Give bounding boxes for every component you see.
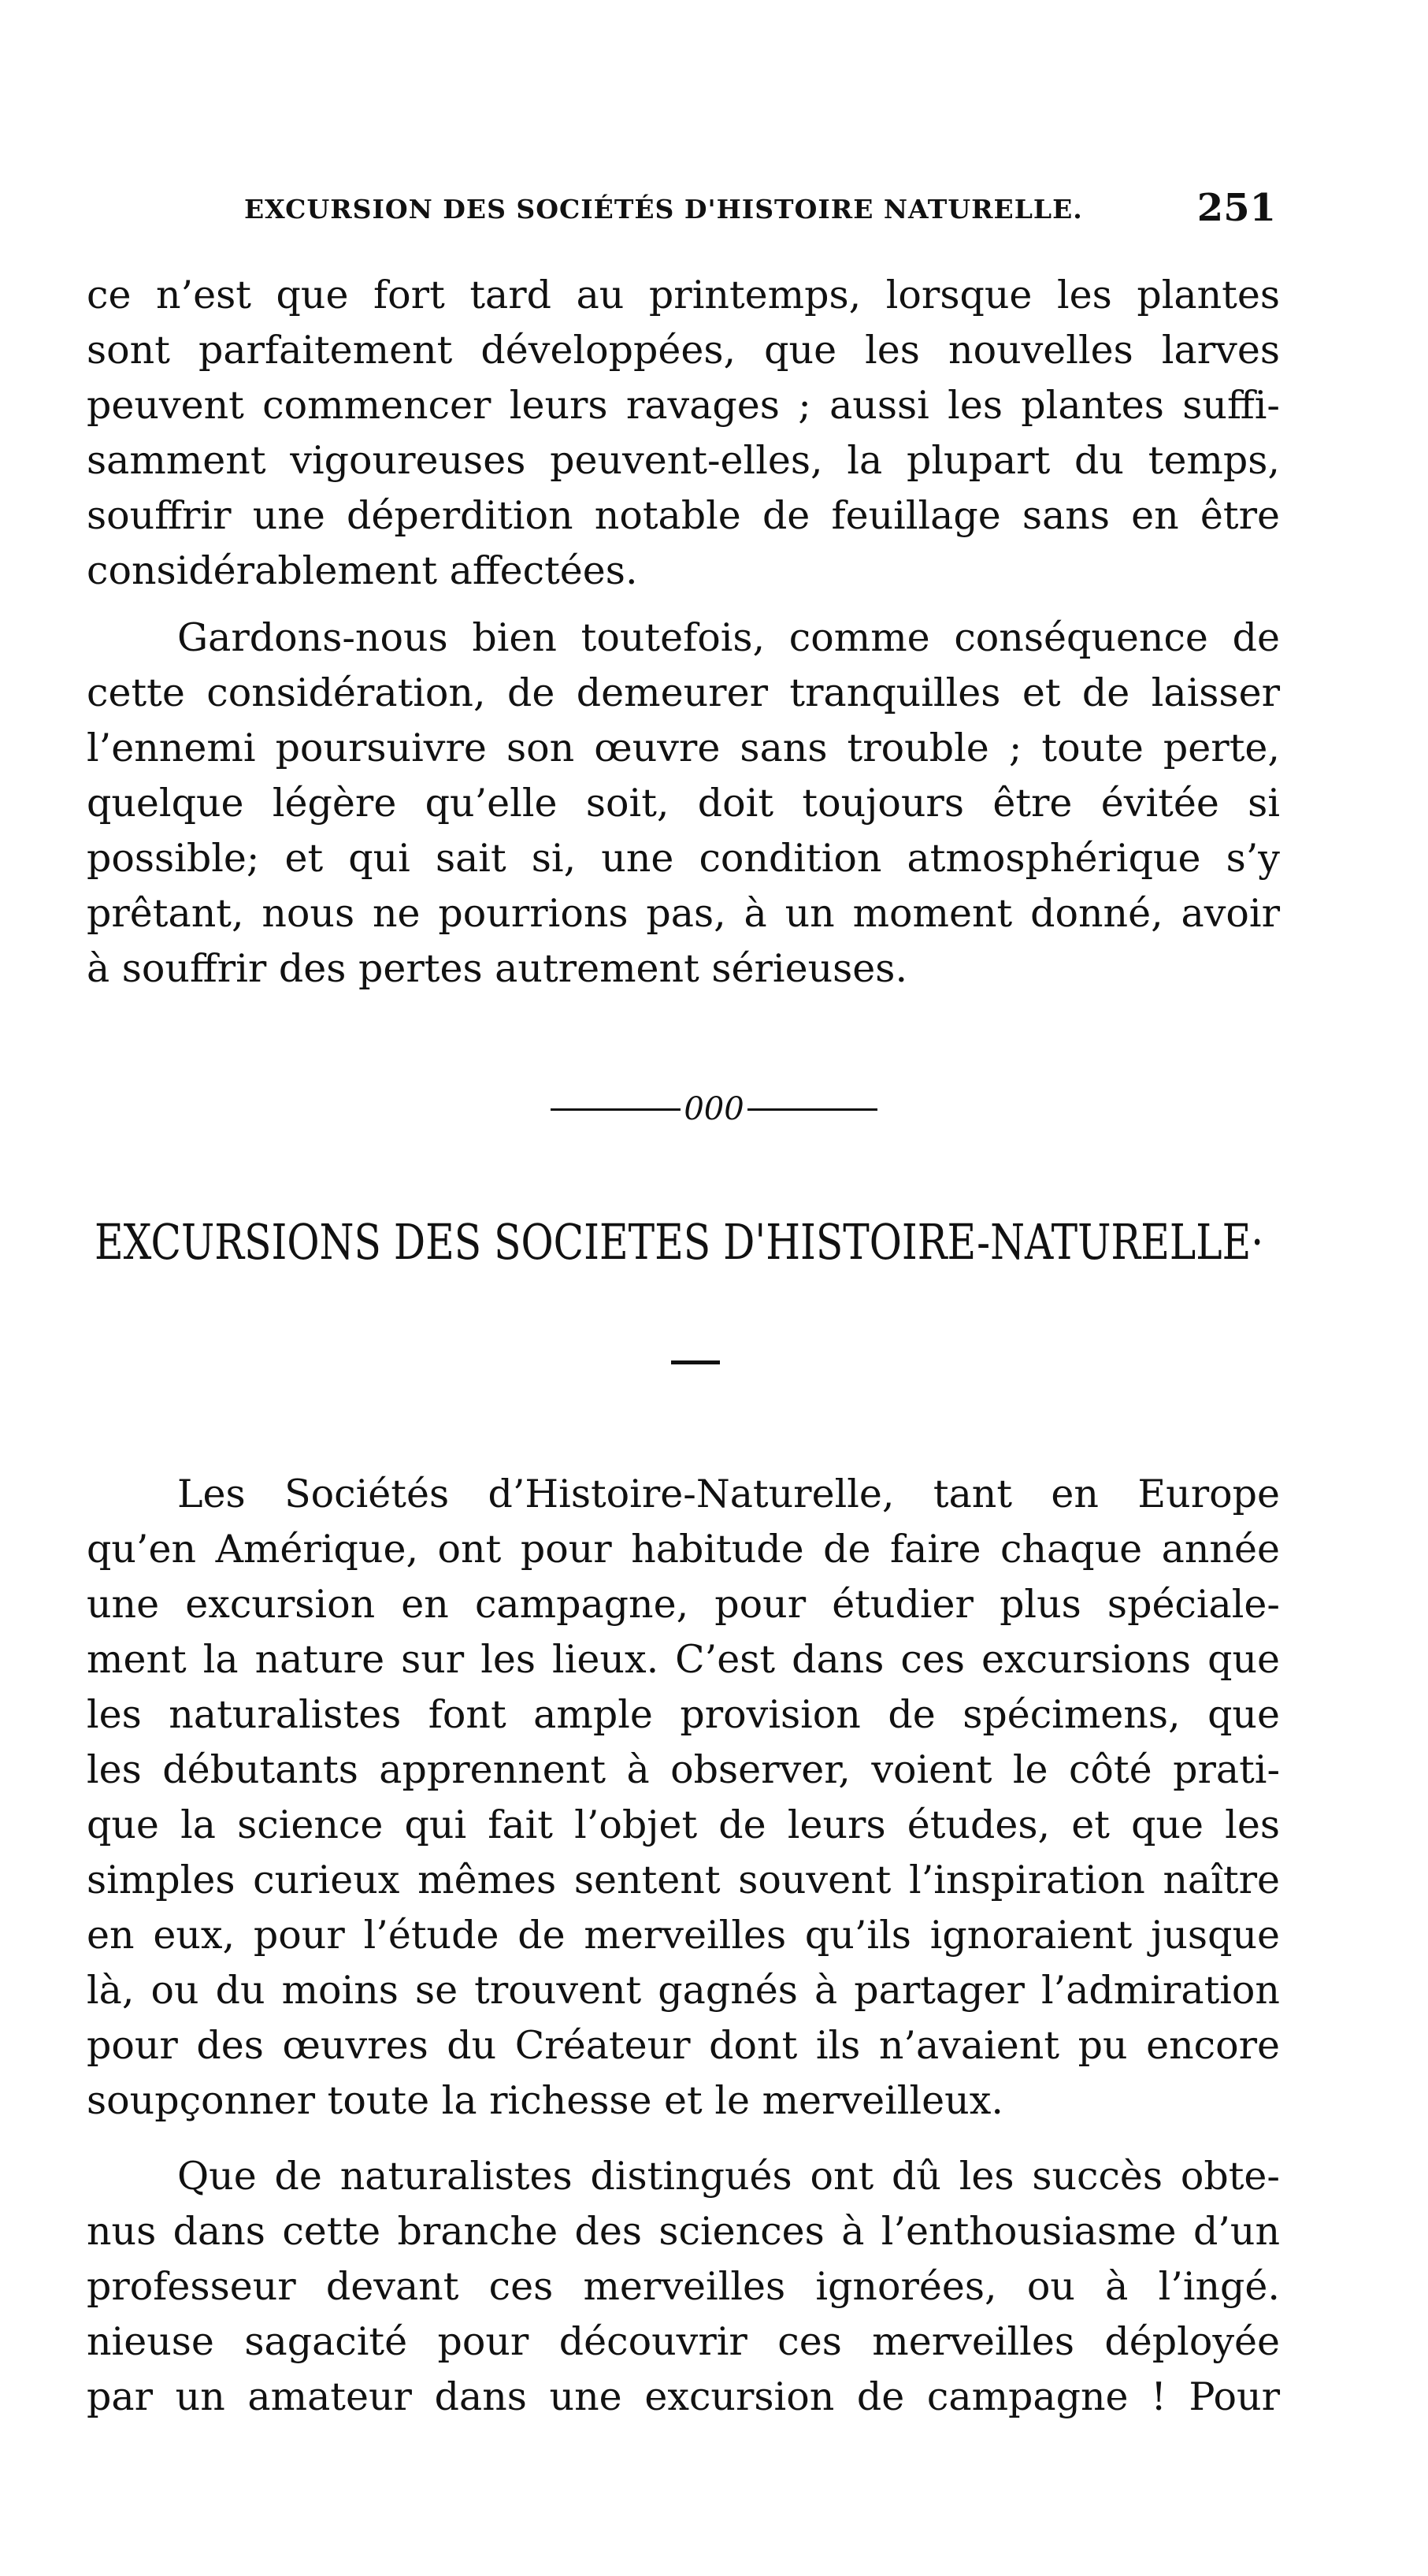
text-line: soupçonner toute la richesse et le merveilleux. — [87, 2078, 1003, 2123]
text-line: quelque légère qu’elle soit, doit toujours être évitée si — [87, 781, 1280, 826]
paragraph-gardons — [87, 611, 1280, 997]
paragraph-les-societes — [87, 1467, 1280, 2129]
title-dash — [671, 1360, 720, 1364]
text-line: nus dans cette branche des sciences à l’enthousiasme d’un — [87, 2209, 1280, 2254]
text-line: possible; et qui sait si, une condition atmosphérique s’y — [87, 836, 1280, 881]
text-line: Gardons-nous bien toutefois, comme conséquence de — [177, 615, 1280, 660]
paragraph — [87, 611, 1280, 997]
text-line: sont parfaitement développées, que les nouvelles larves — [87, 328, 1280, 373]
paragraph — [87, 1467, 1280, 2129]
paragraph — [87, 2149, 1280, 2425]
ornament-mark: 000 — [684, 1091, 744, 1127]
text-line: Les Sociétés d’Histoire-Naturelle, tant en Europe — [177, 1472, 1280, 1516]
text-line: l’ennemi poursuivre son œuvre sans trouble ; toute perte, — [87, 726, 1280, 770]
text-line: ment la nature sur les lieux. C’est dans ces excursions que — [87, 1637, 1280, 1682]
text-line: à souffrir des pertes autrement sérieuses. — [87, 946, 908, 991]
text-line: prêtant, nous ne pourrions pas, à un moment donné, avoir — [87, 891, 1280, 936]
page-number: 251 — [1196, 186, 1276, 230]
text-line: peuvent commencer leurs ravages ; aussi les plantes suffi- — [87, 383, 1280, 428]
text-line: Que de naturalistes distingués ont dû les succès obte- — [177, 2154, 1280, 2199]
text-line: nieuse sagacité pour découvrir ces merveilles déployée — [87, 2319, 1280, 2364]
text-line: simples curieux mêmes sentent souvent l’inspiration naître — [87, 1858, 1280, 1902]
text-line: les naturalistes font ample provision de spécimens, que — [87, 1692, 1280, 1737]
text-line: les débutants apprennent à observer, voient le côté prati- — [87, 1747, 1280, 1792]
ornament-rule-right — [747, 1108, 877, 1111]
section-ornament — [0, 1091, 1428, 1138]
text-line: pour des œuvres du Créateur dont ils n’avaient pu encore — [87, 2023, 1280, 2068]
text-line: là, ou du moins se trouvent gagnés à partager l’admiration — [87, 1968, 1280, 2013]
paragraph — [87, 268, 1280, 599]
text-line: cette considération, de demeurer tranquilles et de laisser — [87, 670, 1280, 715]
text-line: en eux, pour l’étude de merveilles qu’ils ignoraient jusque — [87, 1913, 1280, 1958]
text-line: qu’en Amérique, ont pour habitude de faire chaque année — [87, 1527, 1280, 1572]
section-title: EXCURSIONS DES SOCIETES D'HISTOIRE-NATURELLE· — [95, 1213, 1264, 1271]
paragraph-continuation — [87, 268, 1280, 599]
text-line: par un amateur dans une excursion de campagne ! Pour — [87, 2374, 1280, 2419]
text-line: samment vigoureuses peuvent-elles, la plupart du temps, — [87, 438, 1280, 483]
text-line: ce n’est que fort tard au printemps, lorsque les plantes — [87, 273, 1280, 317]
running-title: EXCURSION DES SOCIÉTÉS D'HISTOIRE NATURELLE. — [244, 194, 1083, 225]
ornament-rule-left — [551, 1108, 681, 1111]
running-head — [87, 186, 1276, 241]
text-line: considérablement affectées. — [87, 548, 638, 593]
text-line: que la science qui fait l’objet de leurs études, et que les — [87, 1802, 1280, 1847]
text-line: souffrir une déperdition notable de feuillage sans en être — [87, 493, 1280, 538]
text-line: professeur devant ces merveilles ignorées, ou à l’ingé. — [87, 2264, 1280, 2309]
text-line: une excursion en campagne, pour étudier plus spéciale- — [87, 1582, 1280, 1627]
paragraph-que-de-naturalistes — [87, 2149, 1280, 2425]
